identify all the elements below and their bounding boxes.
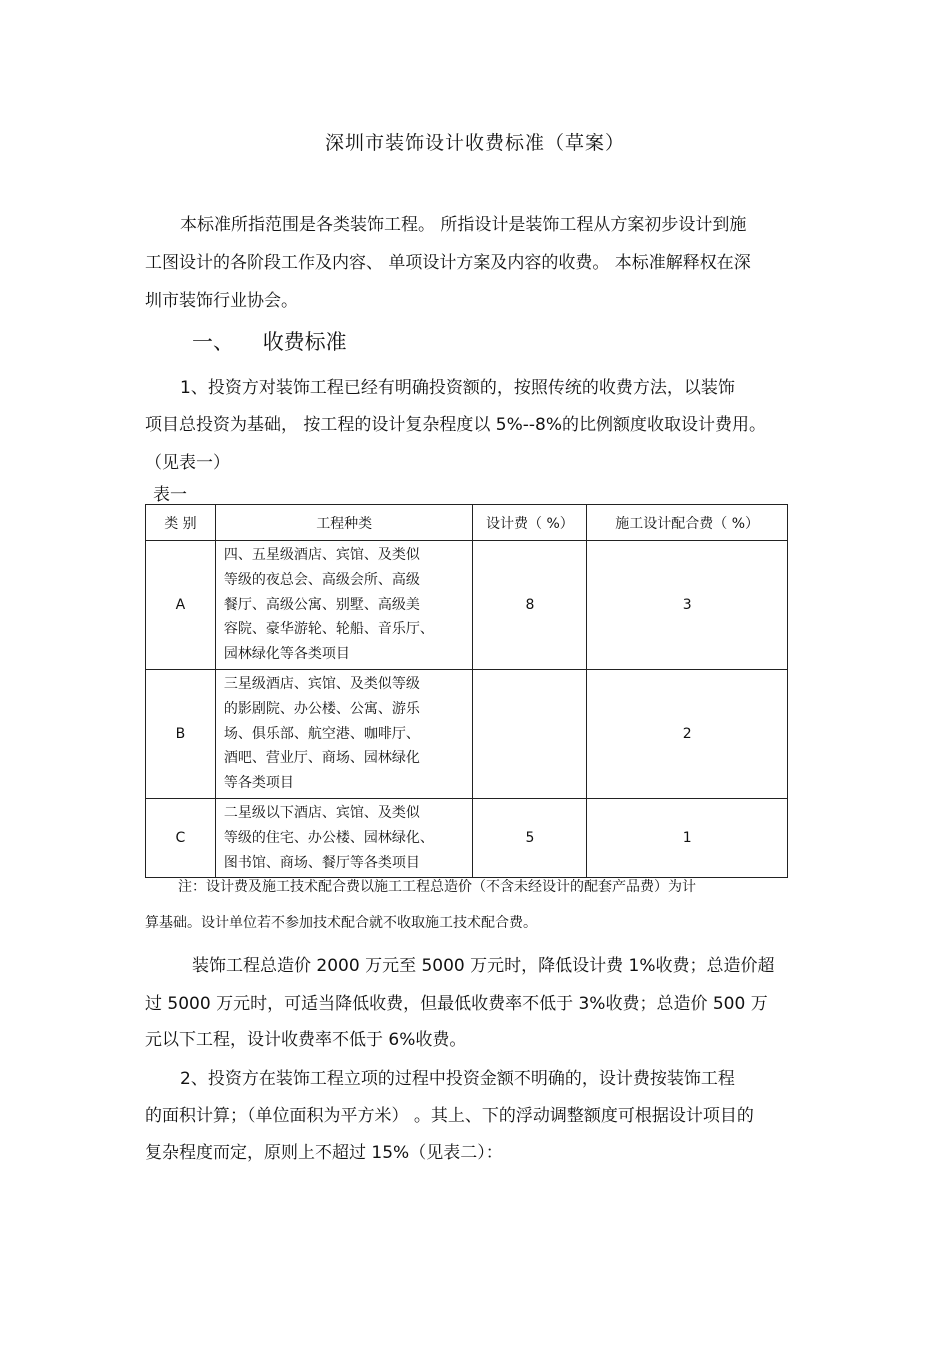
type-line: 餐厅、高级公寓、别墅、高级美 bbox=[223, 596, 420, 613]
row-construction-fee: 3 bbox=[587, 541, 788, 670]
table-caption: 表一 bbox=[153, 485, 187, 505]
type-line: 酒吧、营业厅、商场、园林绿化 bbox=[223, 750, 420, 767]
discount-line-1: 装饰工程总造价 2000 万元至 5000 万元时，降低设计费 1%收费；总造价超 bbox=[192, 956, 775, 976]
item1-line-2: 项目总投资为基础， 按工程的设计复杂程度以 5%--8%的比例额度收取设计费用。 bbox=[145, 415, 767, 435]
type-line: 等各类项目 bbox=[223, 775, 294, 792]
item2-line-1: 2、投资方在装饰工程立项的过程中投资金额不明确的，设计费按装饰工程 bbox=[180, 1069, 735, 1089]
type-line: 四、五星级酒店、宾馆、及类似 bbox=[223, 547, 420, 563]
fee-table bbox=[145, 504, 788, 878]
type-line: 图书馆、商场、餐厅等各类项目 bbox=[223, 854, 420, 871]
table-row bbox=[146, 541, 788, 670]
intro-line-3: 圳市装饰行业协会。 bbox=[145, 291, 298, 311]
table-header-row bbox=[146, 505, 788, 541]
row-design-fee: 5 bbox=[473, 798, 587, 877]
row-category: A bbox=[146, 541, 216, 670]
item1-line-1: 1、投资方对装饰工程已经有明确投资额的，按照传统的收费方法，以装饰 bbox=[180, 378, 735, 398]
row-construction-fee: 1 bbox=[587, 798, 788, 877]
header-design-fee: 设计费（ %） bbox=[473, 505, 587, 541]
section-heading-fee-standard bbox=[192, 326, 347, 356]
row-construction-fee: 2 bbox=[587, 669, 788, 798]
type-line: 三星级酒店、宾馆、及类似等级 bbox=[223, 675, 420, 692]
row-project-type bbox=[215, 541, 473, 670]
type-line: 等级的夜总会、高级会所、高级 bbox=[223, 571, 420, 588]
header-category: 类 别 bbox=[146, 505, 216, 541]
table-note-line-2: 算基础。设计单位若不参加技术配合就不收取施工技术配合费。 bbox=[145, 915, 537, 931]
type-line: 等级的住宅、办公楼、园林绿化、 bbox=[223, 829, 434, 846]
type-line: 园林绿化等各类项目 bbox=[223, 646, 350, 663]
row-category: C bbox=[146, 798, 216, 877]
discount-line-3: 元以下工程，设计收费率不低于 6%收费。 bbox=[145, 1030, 467, 1050]
type-line: 容院、豪华游轮、轮船、音乐厅、 bbox=[223, 621, 434, 638]
header-project-type: 工程种类 bbox=[215, 505, 473, 541]
item1-line-3: （见表一） bbox=[145, 453, 230, 473]
type-line: 二星级以下酒店、宾馆、及类似 bbox=[223, 804, 420, 821]
intro-line-2: 工图设计的各阶段工作及内容、 单项设计方案及内容的收费。 本标准解释权在深 bbox=[145, 253, 751, 273]
row-category: B bbox=[146, 669, 216, 798]
type-line: 场、俱乐部、航空港、咖啡厅、 bbox=[223, 725, 420, 742]
section-title: 收费标准 bbox=[262, 330, 347, 354]
item2-line-3: 复杂程度而定，原则上不超过 15%（见表二）： bbox=[145, 1143, 503, 1163]
document-title: 深圳市装饰设计收费标准（草案） bbox=[324, 132, 625, 154]
type-line: 的影剧院、办公楼、公寓、游乐 bbox=[223, 700, 420, 717]
header-construction-fee: 施工设计配合费（ %） bbox=[587, 505, 788, 541]
row-design-fee: 8 bbox=[473, 541, 587, 670]
row-project-type bbox=[215, 798, 473, 877]
row-design-fee bbox=[473, 669, 587, 798]
table-row bbox=[146, 798, 788, 877]
table-note-line-1: 注：设计费及施工技术配合费以施工工程总造价（不含未经设计的配套产品费）为计 bbox=[178, 879, 696, 895]
item2-line-2: 的面积计算；（单位面积为平方米） 。其上、下的浮动调整额度可根据设计项目的 bbox=[145, 1106, 754, 1126]
section-number: 一、 bbox=[192, 330, 234, 354]
table-row bbox=[146, 669, 788, 798]
row-project-type bbox=[215, 669, 473, 798]
intro-line-1: 本标准所指范围是各类装饰工程。 所指设计是装饰工程从方案初步设计到施 bbox=[180, 215, 747, 235]
discount-line-2: 过 5000 万元时，可适当降低收费，但最低收费率不低于 3%收费；总造价 500 万 bbox=[145, 994, 768, 1014]
